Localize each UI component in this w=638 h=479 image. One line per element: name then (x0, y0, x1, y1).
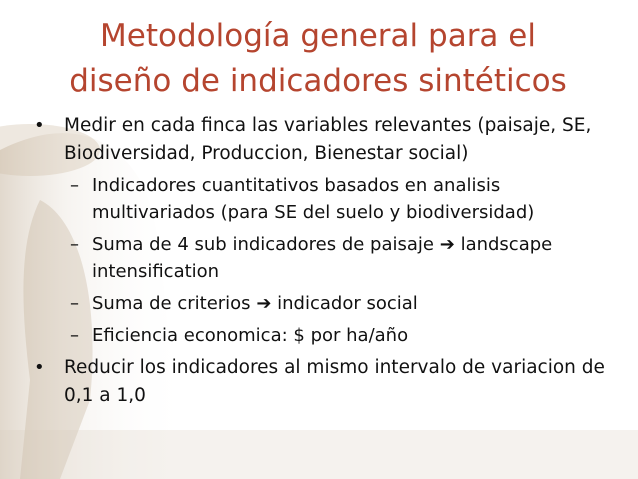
bullet-mark: • (34, 357, 45, 378)
bullet-mark: • (34, 115, 45, 136)
sub-bullet-2-text-after: landscape intensification (92, 234, 553, 282)
dash-mark: – (70, 325, 79, 346)
title-line-1: Metodología general para el (100, 18, 536, 54)
sub-bullet-3 (34, 290, 624, 317)
right-arrow-icon: ➔ (439, 234, 455, 255)
sub-bullet-3-text-after: indicador social (277, 293, 418, 314)
sub-bullet-1-text: Indicadores cuantitativos basados en analisis multivariados (para SE del suelo y biodiversidad) (92, 175, 535, 223)
bullet-2 (34, 354, 624, 410)
sub-bullet-4-text: Eficiencia economica: $ por ha/año (92, 325, 409, 346)
slide-title (40, 14, 596, 104)
dash-mark: – (70, 234, 79, 255)
title-line-2: diseño de indicadores sintéticos (69, 63, 567, 99)
dash-mark: – (70, 293, 79, 314)
sub-bullet-3-text-before: Suma de criterios (92, 293, 251, 314)
sub-bullet-2-text-before: Suma de 4 sub indicadores de paisaje (92, 234, 434, 255)
bullet-1-text: Medir en cada finca las variables relevantes (paisaje, SE, Biodiversidad, Produccion, Bienestar social) (64, 115, 592, 164)
sub-bullet-4 (34, 322, 624, 349)
sub-bullet-1 (34, 172, 624, 226)
dash-mark: – (70, 175, 79, 196)
bullet-1 (34, 112, 624, 168)
sub-bullet-2 (34, 231, 624, 285)
slide-body (34, 112, 624, 414)
bullet-2-text: Reducir los indicadores al mismo intervalo de variacion de 0,1 a 1,0 (64, 357, 605, 406)
right-arrow-icon: ➔ (256, 293, 272, 314)
